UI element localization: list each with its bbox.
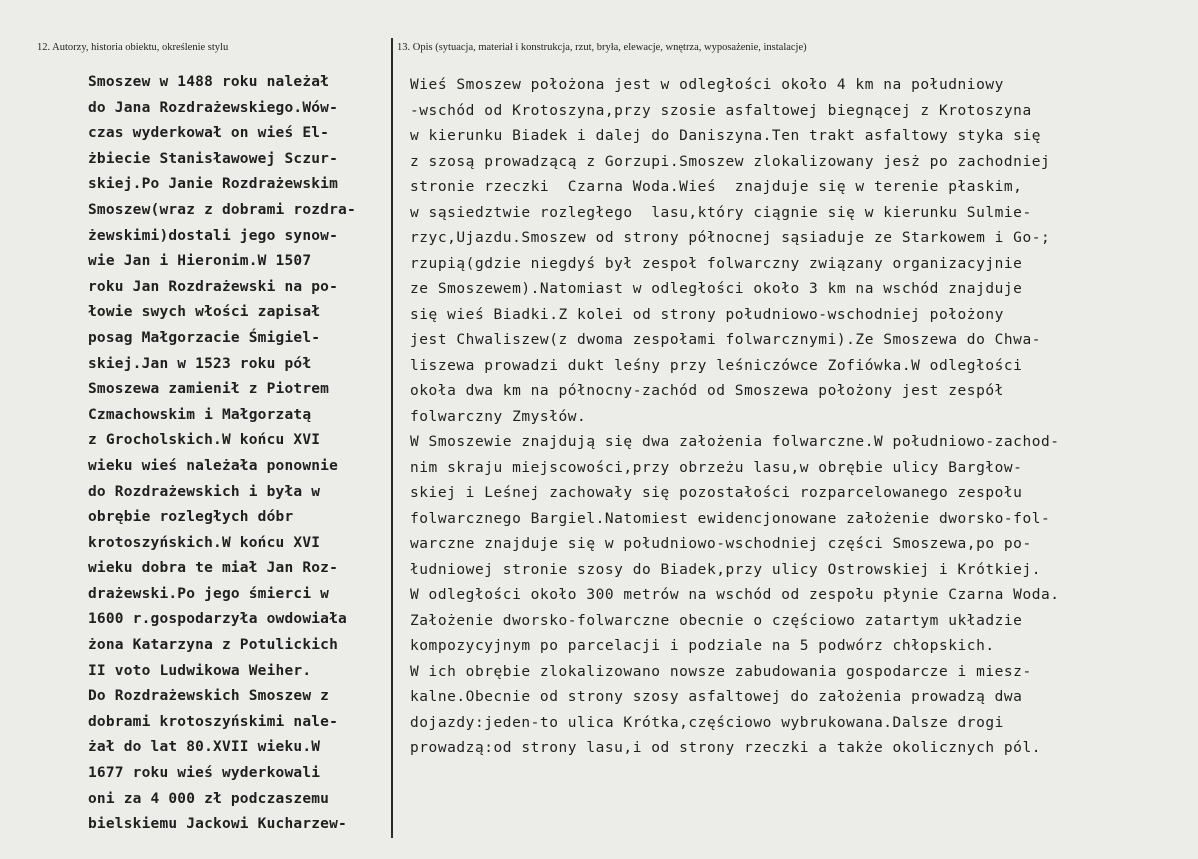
history-text-line: Smoszewa zamienił z Piotrem xyxy=(88,381,330,398)
history-text-line: obrębie rozległych dóbr xyxy=(88,509,294,526)
description-text-line: skiej i Leśnej zachowały się pozostałości rozparcelowanego zespołu xyxy=(410,485,1023,501)
description-text-line: rzyc,Ujazdu.Smoszew od strony północnej sąsiaduje ze Starkowem i Go-; xyxy=(410,230,1051,246)
description-text-line: nim skraju miejscowości,przy obrzeżu lasu,w obrębie ulicy Bargłow- xyxy=(410,459,1023,476)
description-text-line: Wieś Smoszew położona jest w odległości około 4 km na południowy xyxy=(410,77,1004,93)
description-text-line: prowadzą:od strony lasu,i od strony rzeczki a także okolicznych pól. xyxy=(410,740,1042,756)
history-text-line: dobrami krotoszyńskimi nale- xyxy=(88,713,339,730)
description-text-line: W odległości około 300 metrów na wschód od zespołu płynie Czarna Woda. xyxy=(410,587,1060,603)
description-column xyxy=(410,73,1170,762)
column-divider xyxy=(391,38,393,838)
history-text-line: II voto Ludwikowa Weiher. xyxy=(88,662,312,679)
history-column xyxy=(88,70,388,838)
description-text-line: stronie rzeczki Czarna Woda.Wieś znajduje się w terenie płaskim, xyxy=(410,179,1023,195)
description-text-line: warczne znajduje się w południowo-wschodniej części Smoszewa,po po- xyxy=(410,536,1032,552)
history-text-line: posag Małgorzacie Śmigiel- xyxy=(88,329,321,346)
history-text-line: drażewski.Po jego śmierci w xyxy=(88,585,330,602)
description-text-line: ze Smoszewem).Natomiast w odległości około 3 km na wschód znajduje xyxy=(410,281,1023,297)
history-text-line: żał do lat 80.XVII wieku.W xyxy=(88,739,321,756)
history-text-line: wieku dobra te miał Jan Roz- xyxy=(88,560,339,577)
description-text-line: -wschód od Krotoszyna,przy szosie asfaltowej biegnącej z Krotoszyna xyxy=(410,102,1032,119)
section-13-label: 13. Opis (sytuacja, materiał i konstrukcja, rzut, bryła, elewacje, wnętrza, wyposażenie, instalacje) xyxy=(397,42,807,53)
description-text-line: łudniowej stronie szosy do Biadek,przy ulicy Ostrowskiej i Krótkiej. xyxy=(410,561,1042,578)
description-text-line: w sąsiedztwie rozległego lasu,który ciągnie się w kierunku Sulmie- xyxy=(410,204,1032,221)
history-text-line: z Grocholskich.W końcu XVI xyxy=(88,432,321,449)
history-text-line: oni za 4 000 zł podczaszemu xyxy=(88,790,330,807)
history-text-line: roku Jan Rozdrażewski na po- xyxy=(88,278,339,295)
history-text-line: krotoszyńskich.W końcu XVI xyxy=(88,534,321,551)
description-text-line: W ich obrębie zlokalizowano nowsze zabudowania gospodarcze i miesz- xyxy=(410,663,1032,680)
history-text-line: wie Jan i Hieronim.W 1507 xyxy=(88,253,312,270)
history-text-line: Do Rozdrażewskich Smoszew z xyxy=(88,688,330,705)
history-text-line: skiej.Jan w 1523 roku pół xyxy=(88,355,312,372)
history-text-line: żona Katarzyna z Potulickich xyxy=(88,637,339,654)
description-text-line: w kierunku Biadek i dalej do Daniszyna.Ten trakt asfaltowy styka się xyxy=(410,128,1042,144)
description-text-line: folwarczny Zmysłów. xyxy=(410,408,587,425)
history-text-line: Smoszew w 1488 roku należał xyxy=(88,74,330,90)
description-text-line: dojazdy:jeden-to ulica Krótka,częściowo wybrukowana.Dalsze drogi xyxy=(410,714,1004,731)
history-text-line: skiej.Po Janie Rozdrażewskim xyxy=(88,176,339,193)
history-text-line: bielskiemu Jackowi Kucharzew- xyxy=(88,816,347,833)
history-text-line: do Rozdrażewskich i była w xyxy=(88,483,321,500)
description-text-line: rzupią(gdzie niegdyś był zespoł folwarczny związany organizacyjnie xyxy=(410,255,1023,272)
description-text-line: Założenie dworsko-folwarczne obecnie o częściowo zatartym układzie xyxy=(410,612,1023,629)
description-text-line: się wieś Biadki.Z kolei od strony południowo-wschodniej położony xyxy=(410,306,1004,323)
history-text-line: 1677 roku wieś wyderkowali xyxy=(88,765,321,782)
description-text-line: W Smoszewie znajdują się dwa założenia folwarczne.W południowo-zachod- xyxy=(410,434,1060,450)
description-text-line: liszewa prowadzi dukt leśny przy leśniczówce Zofiówka.W odległości xyxy=(410,357,1023,374)
history-text-line: Smoszew(wraz z dobrami rozdra- xyxy=(88,201,356,218)
section-12-label: 12. Autorzy, historia obiektu, określenie stylu xyxy=(37,42,229,53)
description-text-line: kalne.Obecnie od strony szosy asfaltowej do założenia prowadzą dwa xyxy=(410,689,1023,705)
description-text-line: folwarcznego Bargiel.Natomiest ewidencjonowane założenie dworsko-fol- xyxy=(410,510,1051,527)
description-text-line: jest Chwaliszew(z dwoma zespołami folwarcznymi).Ze Smoszewa do Chwa- xyxy=(410,332,1042,348)
history-text-line: wieku wieś należała ponownie xyxy=(88,457,339,474)
description-text-line: kompozycyjnym po parcelacji i podziale na 5 podwórz chłopskich. xyxy=(410,638,995,654)
history-text-line: żewskimi)dostali jego synow- xyxy=(88,227,339,244)
description-text-line: okoła dwa km na północny-zachód od Smoszewa położony jest zespół xyxy=(410,383,1004,399)
form-header xyxy=(37,42,1178,58)
description-text-line: z szosą prowadzącą z Gorzupi.Smoszew zlokalizowany jesż po zachodniej xyxy=(410,153,1051,170)
history-text-line: czas wyderkował on wieś El- xyxy=(88,125,330,142)
history-text-line: 1600 r.gospodarzyła owdowiała xyxy=(88,611,347,628)
history-text-line: łowie swych włości zapisał xyxy=(88,304,321,321)
history-text-line: Czmachowskim i Małgorzatą xyxy=(88,406,312,423)
history-text-line: żbiecie Stanisławowej Sczur- xyxy=(88,150,339,167)
history-text-line: do Jana Rozdrażewskiego.Wów- xyxy=(88,99,339,116)
